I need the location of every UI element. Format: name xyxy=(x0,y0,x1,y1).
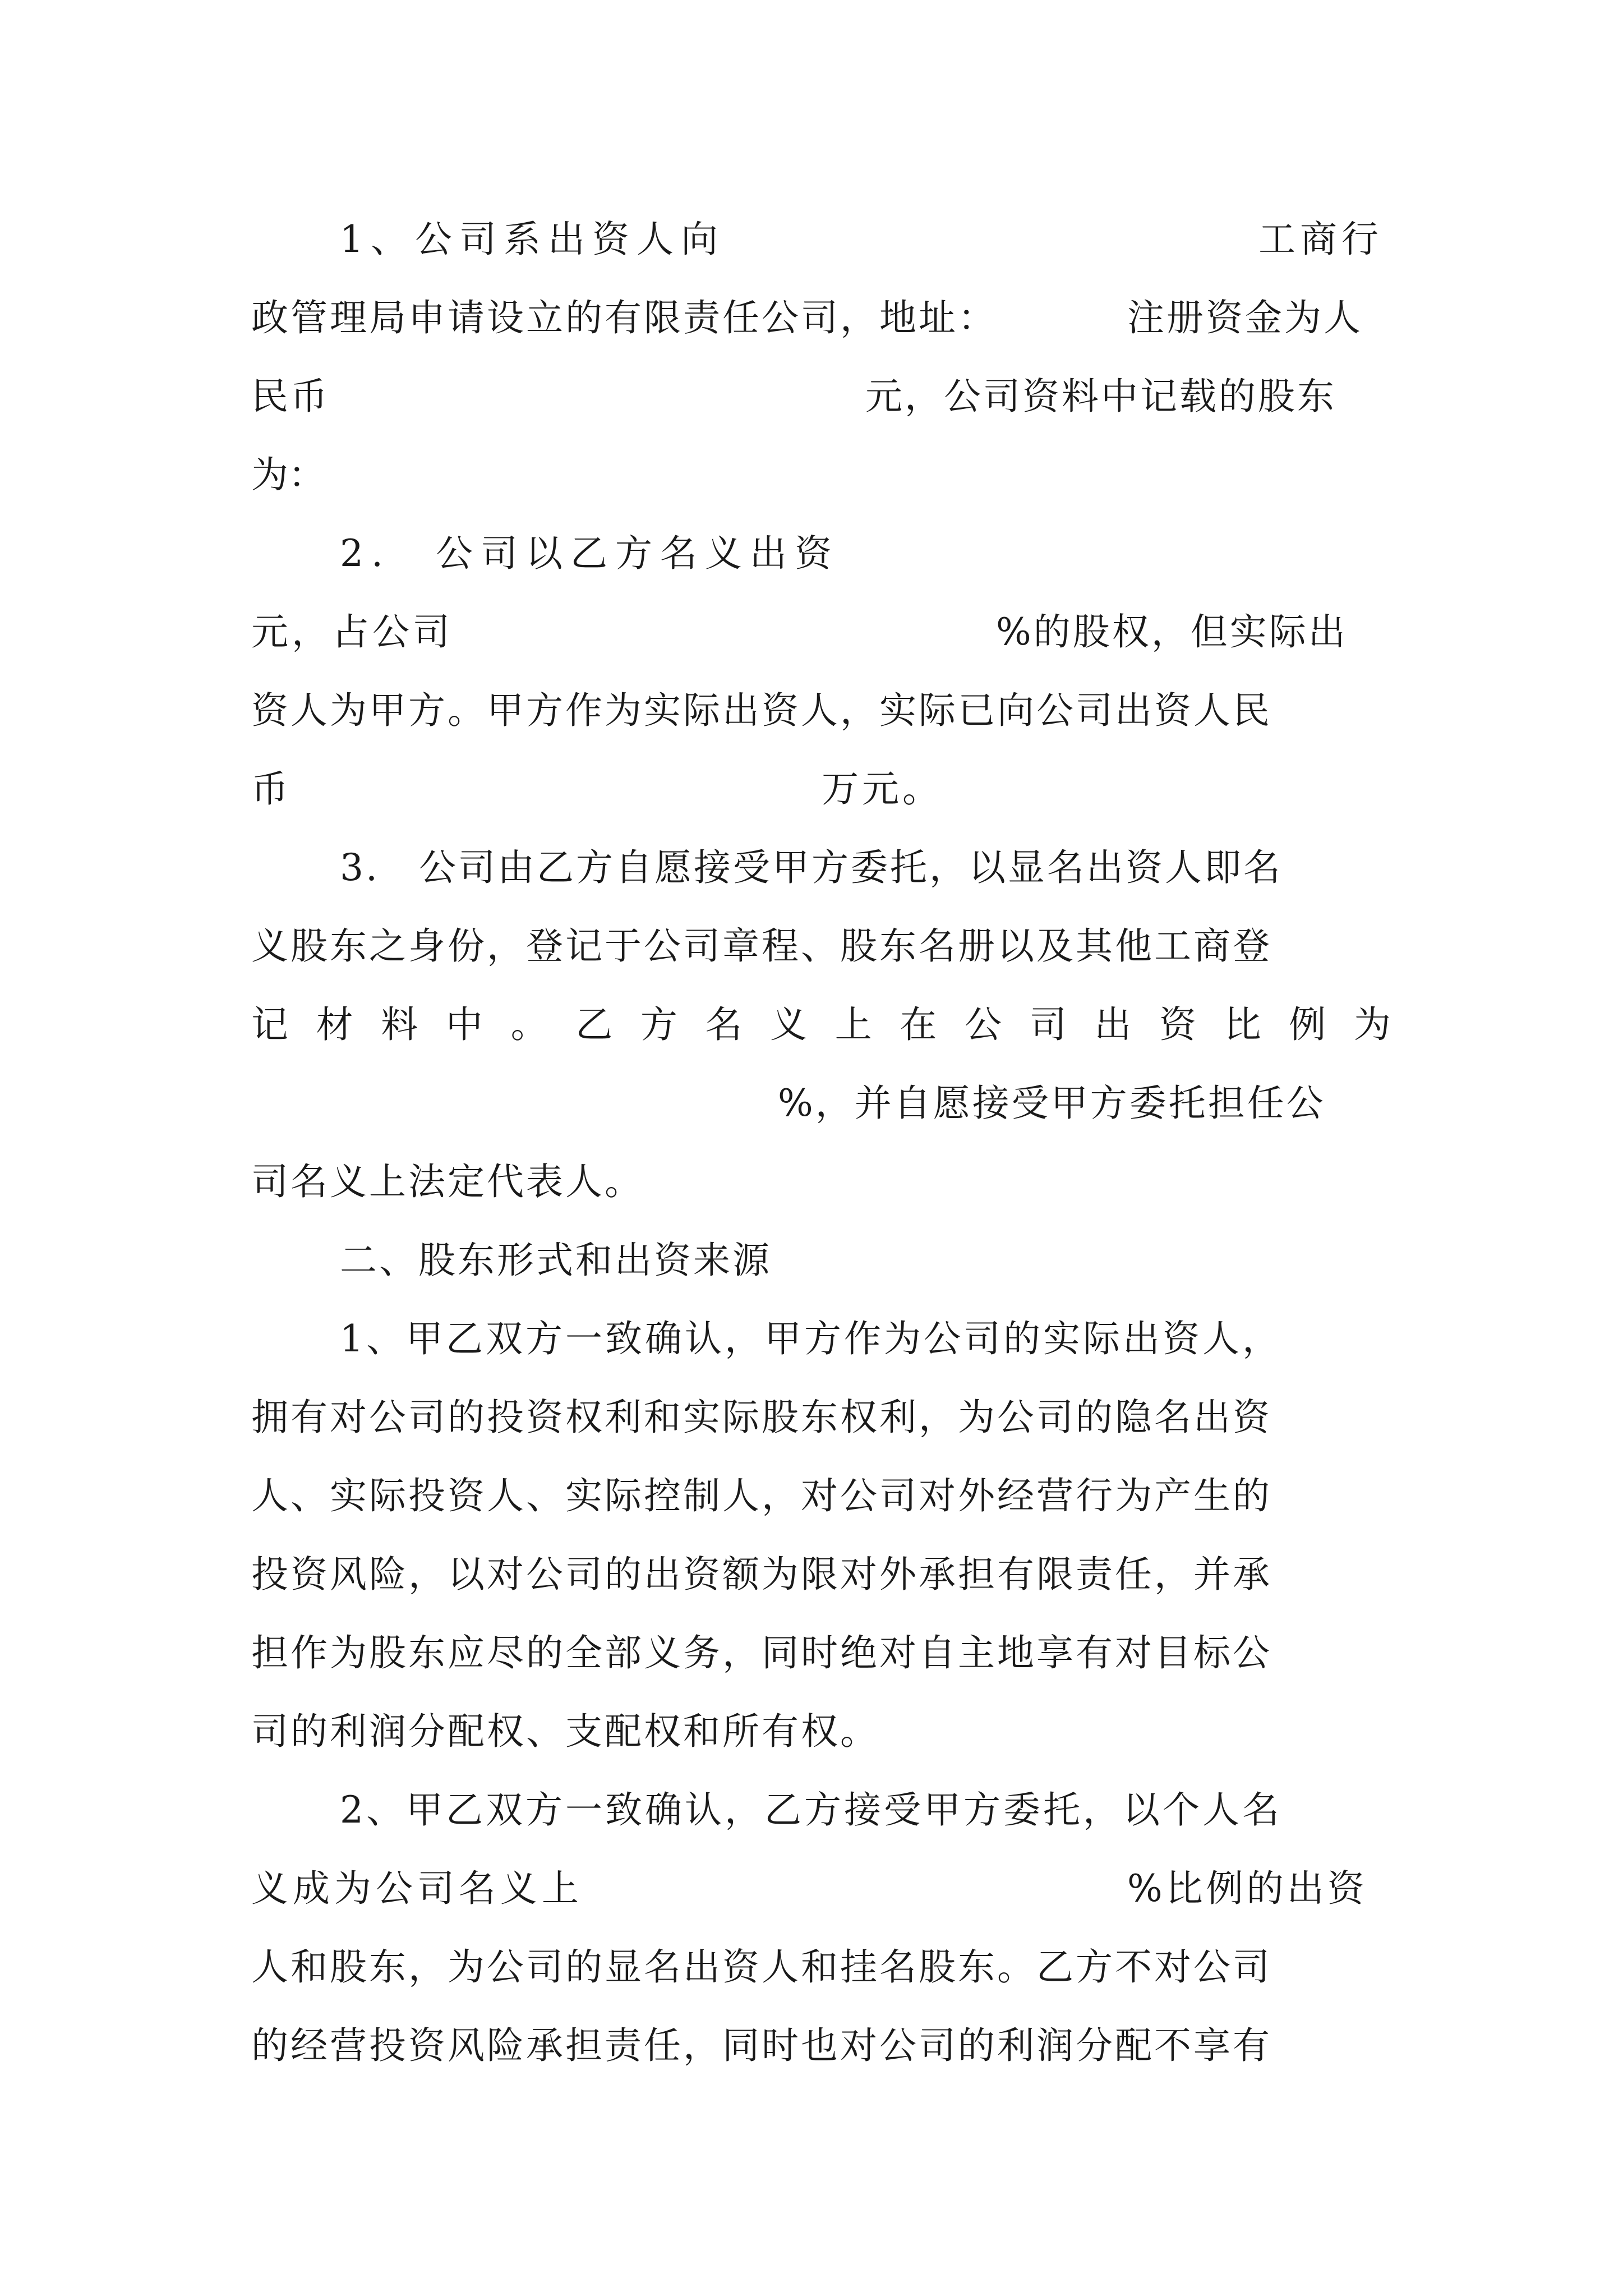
p5-line1: 2、甲乙双方一致确认，乙方接受甲方委托，以个人名 xyxy=(340,1788,1282,1832)
p3-line3-char: 出 xyxy=(1094,1003,1132,1046)
p2-line2-left: 元，占公司 xyxy=(251,610,453,654)
p1-line1-left: 1、公司系出资人向 xyxy=(340,218,725,261)
p5-line3: 人和股东，为公司的显名出资人和挂名股东。乙方不对公司 xyxy=(251,1945,1272,1989)
p3-line3-char: 方 xyxy=(640,1003,677,1046)
p3-line3-char: 上 xyxy=(834,1003,872,1046)
p1-line1-right: 工商行 xyxy=(1258,218,1383,261)
p3-line3-char: 公 xyxy=(965,1003,1002,1046)
p2-line4-right: 万元。 xyxy=(822,767,943,811)
p3-line3 xyxy=(251,1003,1391,1046)
p5-line2-left: 义成为公司名义上 xyxy=(251,1867,583,1910)
p4-line1: 1、甲乙双方一致确认，甲方作为公司的实际出资人， xyxy=(340,1317,1282,1360)
p3-line4: %，并自愿接受甲方委托担任公 xyxy=(778,1082,1326,1125)
p4-line3: 人、实际投资人、实际控制人，对公司对外经营行为产生的 xyxy=(251,1474,1272,1517)
p3-line3-char: 料 xyxy=(381,1003,418,1046)
p3-line3-char: 为 xyxy=(1353,1003,1391,1046)
p3-line3-char: 材 xyxy=(316,1003,353,1046)
p3-line3-char: 在 xyxy=(900,1003,937,1046)
p3-line3-char: 义 xyxy=(770,1003,808,1046)
p1-line2-left: 政管理局申请设立的有限责任公司，地址： xyxy=(251,296,997,339)
p2-line4-left: 币 xyxy=(251,767,288,811)
p4-line6: 司的利润分配权、支配权和所有权。 xyxy=(251,1710,879,1753)
p1-line4: 为： xyxy=(251,453,325,496)
p3-line3-char: 记 xyxy=(251,1003,288,1046)
p2-line1: 2. 公司以乙方名义出资 xyxy=(340,532,840,575)
p4-line2: 拥有对公司的投资权利和实际股东权利，为公司的隐名出资 xyxy=(251,1396,1272,1439)
p2-line2-right: %的股权，但实际出 xyxy=(996,610,1348,654)
p3-line3-char: 司 xyxy=(1029,1003,1067,1046)
p1-line3-right: 元，公司资料中记载的股东 xyxy=(865,375,1336,418)
section-heading: 二、股东形式和出资来源 xyxy=(340,1239,772,1282)
p1-line2-right: 注册资金为人 xyxy=(1127,296,1363,339)
p3-line3-char: 资 xyxy=(1159,1003,1196,1046)
p3-line3-char: 比 xyxy=(1224,1003,1261,1046)
p3-line3-char: 名 xyxy=(705,1003,743,1046)
p3-line3-char: 乙 xyxy=(575,1003,613,1046)
p2-line3: 资人为甲方。甲方作为实际出资人，实际已向公司出资人民 xyxy=(251,689,1272,732)
p4-line4: 投资风险，以对公司的出资额为限对外承担有限责任，并承 xyxy=(251,1553,1272,1596)
p3-line2: 义股东之身份，登记于公司章程、股东名册以及其他工商登 xyxy=(251,924,1272,968)
p5-line4: 的经营投资风险承担责任，同时也对公司的利润分配不享有 xyxy=(251,2024,1272,2067)
p3-line3-char: 中 xyxy=(445,1003,483,1046)
p3-line3-char: 例 xyxy=(1289,1003,1326,1046)
p3-line3-char: 。 xyxy=(510,1003,548,1046)
p5-line2-right: %比例的出资 xyxy=(1127,1867,1368,1910)
p1-line3-left: 民币 xyxy=(251,375,330,418)
p4-line5: 担作为股东应尽的全部义务，同时绝对自主地享有对目标公 xyxy=(251,1631,1272,1674)
p3-line1: 3. 公司由乙方自愿接受甲方委托，以显名出资人即名 xyxy=(340,846,1283,889)
p3-line5: 司名义上法定代表人。 xyxy=(251,1160,644,1203)
